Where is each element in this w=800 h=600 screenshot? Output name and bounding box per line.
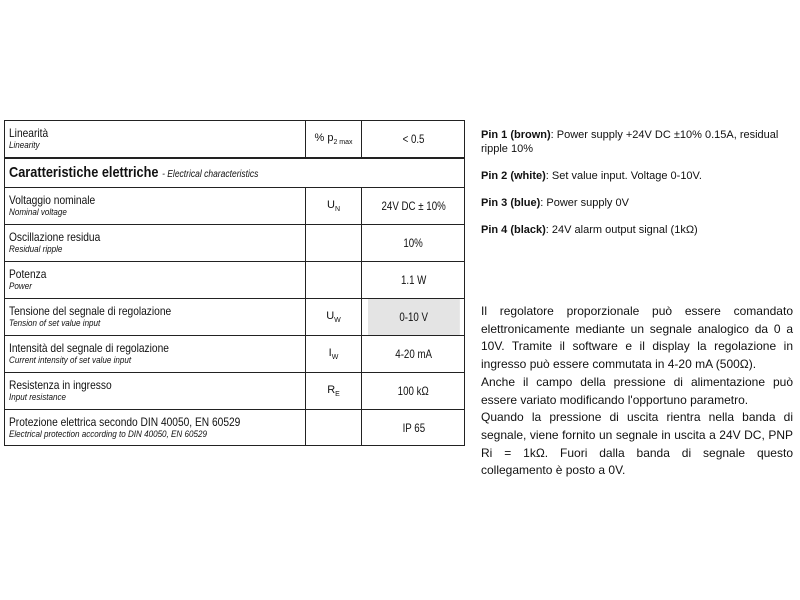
- description-paragraph: Quando la pressione di uscita rientra nella banda di segnale, viene fornito un segnale in uscita a 24V DC, PNP Ri = 1kΩ. Fuori dalla banda di segnale questo collegamento è posto a 0V.: [481, 410, 793, 478]
- param-cell: [5, 262, 306, 299]
- value-text: 0-10 V: [398, 310, 428, 324]
- param-cell: [5, 299, 306, 336]
- description-paragraph: Anche il campo della pressione di alimentazione può essere variato modificando l'opportuno parametro.: [481, 374, 793, 407]
- table-row: [5, 225, 465, 262]
- symbol-sub: 2 max: [333, 138, 353, 146]
- param-label-en: Current intensity of set value input: [9, 355, 132, 366]
- symbol-sub: W: [331, 354, 339, 362]
- symbol-main: U: [326, 309, 335, 322]
- pin-item: [481, 196, 791, 210]
- symbol-sub: E: [335, 391, 340, 399]
- symbol-main: U: [326, 198, 335, 211]
- value-text: 10%: [403, 236, 423, 250]
- param-cell: [5, 188, 306, 225]
- param-label-it: Protezione elettrica secondo DIN 40050, EN 60529: [9, 414, 241, 429]
- param-label-it: Linearità: [9, 125, 49, 140]
- table-row: [5, 299, 465, 336]
- pin-item: [481, 223, 791, 237]
- param-label-it: Resistenza in ingresso: [9, 378, 112, 392]
- symbol-cell: [306, 121, 362, 158]
- section-title: Caratteristiche elettriche: [9, 164, 159, 182]
- value-text: 1.1 W: [400, 273, 426, 287]
- value-cell: [367, 336, 460, 373]
- pin-label: Pin 4 (black): [481, 224, 546, 236]
- param-label-en: Residual ripple: [9, 244, 63, 255]
- param-cell: [5, 410, 306, 446]
- value-text: 100 kΩ: [397, 384, 429, 398]
- value-cell: [367, 121, 460, 158]
- symbol-cell: [306, 188, 362, 225]
- param-cell: [5, 121, 306, 158]
- pin-item: [481, 128, 791, 156]
- value-cell-highlighted: [367, 299, 460, 336]
- param-label-it: Potenza: [9, 267, 47, 281]
- value-text: 24V DC ± 10%: [380, 199, 446, 213]
- value-cell: [367, 410, 460, 446]
- param-cell: [5, 225, 306, 262]
- value-text: IP 65: [401, 420, 425, 435]
- symbol-main: % p: [314, 131, 334, 144]
- param-cell: [5, 336, 306, 373]
- table-row: [5, 410, 465, 446]
- pin-text: : Set value input. Voltage 0-10V.: [545, 170, 702, 182]
- pin-assignment-list: [481, 128, 791, 250]
- symbol-cell: [306, 262, 362, 299]
- symbol-cell: [306, 336, 362, 373]
- param-cell: [5, 373, 306, 410]
- param-label-it: Intensità del segnale di regolazione: [9, 341, 169, 355]
- symbol-cell: [306, 373, 362, 410]
- param-label-en: Tension of set value input: [9, 318, 101, 329]
- param-label-en: Linearity: [9, 139, 40, 151]
- table-row: [5, 336, 465, 373]
- table-row: [5, 188, 465, 225]
- param-label-it: Tensione del segnale di regolazione: [9, 304, 172, 318]
- symbol-cell: [306, 299, 362, 336]
- param-label-en: Electrical protection according to DIN 40050, EN 60529: [9, 428, 207, 440]
- pin-label: Pin 1 (brown): [481, 129, 551, 141]
- table-row: [5, 262, 465, 299]
- value-cell: [367, 225, 460, 262]
- param-label-en: Input resistance: [9, 392, 67, 403]
- section-subtitle: - Electrical characteristics: [162, 169, 259, 181]
- section-header-row: [5, 158, 465, 188]
- param-label-en: Power: [9, 281, 32, 292]
- table-row: [5, 373, 465, 410]
- value-text: < 0.5: [402, 131, 424, 146]
- pin-label: Pin 2 (white): [481, 170, 546, 182]
- description-paragraph: Il regolatore proporzionale può essere comandato elettronicamente mediante un segnale analogico da 0 a 10V. Tramite il software e il display la regolazione in ingresso può essere commutata in 4-20 mA (500Ω).: [481, 304, 793, 372]
- value-cell: [367, 262, 460, 299]
- pin-text: : Power supply 0V: [540, 197, 629, 209]
- param-label-it: Oscillazione residua: [9, 230, 101, 244]
- value-text: 4-20 mA: [394, 347, 432, 361]
- symbol-sub: N: [334, 206, 340, 214]
- electrical-spec-table: [4, 120, 465, 446]
- symbol-cell: [306, 225, 362, 262]
- pin-item: [481, 169, 791, 183]
- pin-text: : Power supply +24V DC ±10% 0.15A, residual ripple 10%: [481, 129, 779, 155]
- pin-text: : 24V alarm output signal (1kΩ): [545, 224, 698, 236]
- symbol-sub: W: [334, 317, 341, 325]
- param-label-en: Nominal voltage: [9, 207, 67, 218]
- value-cell: [367, 373, 460, 410]
- symbol-cell: [306, 410, 362, 446]
- table-row-linearity: [5, 121, 465, 158]
- description-text: [481, 303, 793, 480]
- symbol-main: I: [328, 346, 332, 359]
- pin-label: Pin 3 (blue): [481, 197, 541, 209]
- value-cell: [367, 188, 460, 225]
- section-header: [5, 158, 465, 188]
- param-label-it: Voltaggio nominale: [9, 193, 96, 207]
- symbol-main: R: [327, 383, 336, 396]
